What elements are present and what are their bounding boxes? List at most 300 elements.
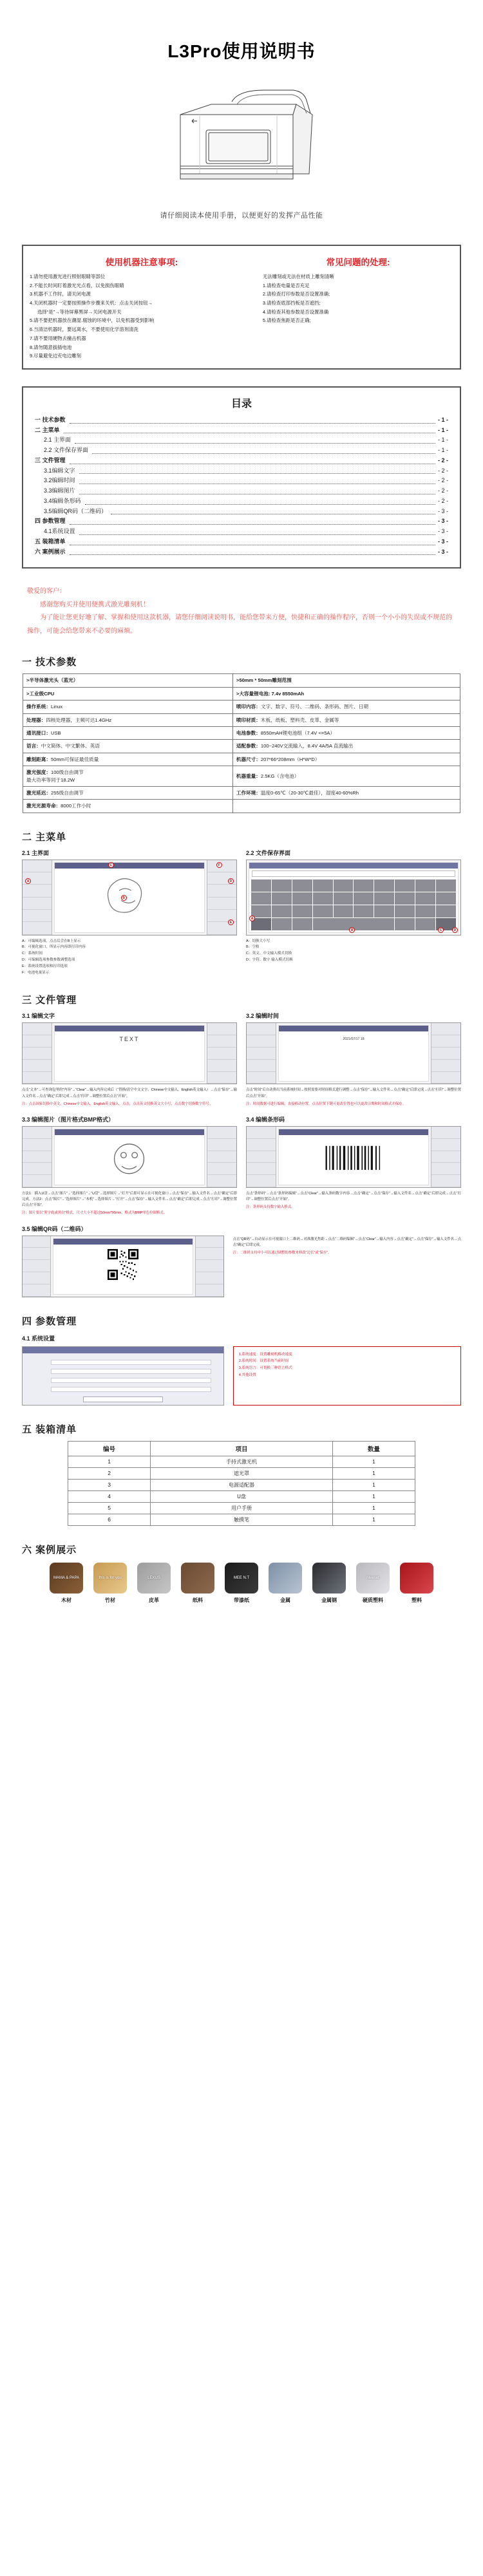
table-row: [23, 740, 460, 753]
rail-button[interactable]: [23, 1035, 52, 1048]
spec-value-label: 工作环境：: [236, 789, 261, 796]
spec-key-cell: [23, 674, 233, 687]
status-bar: [279, 1026, 428, 1031]
spec-key-label: 语言：: [26, 743, 41, 749]
table-row: [23, 713, 460, 726]
case-item: [310, 1563, 348, 1604]
toc-entry-label: 3.4编辑条形码: [44, 497, 81, 504]
save-interface-legend: [246, 939, 461, 964]
page-title: L3Pro使用说明书: [167, 41, 316, 61]
rail-button[interactable]: [207, 1175, 236, 1187]
sub-heading-4-1: 4.1 系统设置: [22, 1335, 55, 1342]
toc-entry[interactable]: [35, 476, 448, 486]
toc-entry-label: 六 案例展示: [35, 548, 66, 555]
spec-value-cell: [232, 726, 460, 739]
toc-entry[interactable]: [35, 537, 448, 547]
spec-value-cell: [232, 753, 460, 766]
rail-button[interactable]: [196, 1272, 223, 1284]
toc-leader: [79, 473, 435, 474]
callout-f: F: [216, 862, 222, 868]
rail-button[interactable]: [207, 885, 236, 897]
toc-entry-page: - 3 -: [437, 528, 448, 535]
spec-value-cell: [232, 713, 460, 726]
rail-button[interactable]: [23, 1248, 50, 1260]
notice-boxes: [22, 245, 461, 370]
legend-item: B：可视化窗口，所显示内容即打印内容: [22, 945, 86, 950]
list-item: 选择“是”→等待屏幕黑屏→关闭电源开关: [37, 308, 122, 315]
spec-value-text: >50mm * 50mm雕刻范围: [236, 677, 292, 684]
table-row: [23, 700, 460, 713]
spec-value-label: 喷印内容：: [236, 704, 261, 710]
rail-button[interactable]: [23, 910, 52, 922]
packing-list-table: [68, 1441, 415, 1526]
toc-entry[interactable]: [35, 486, 448, 496]
table-row: [23, 674, 460, 687]
spec-key-value: 8000工作小时: [61, 803, 91, 809]
greeting-line-1: 感谢您购买并使用便携式激光雕刻机！: [40, 601, 149, 608]
rail-button[interactable]: [247, 1048, 276, 1060]
case-label: 带漆纸: [234, 1597, 249, 1603]
status-bar: [55, 863, 204, 869]
spec-key-text: >半导体激光头（蓝光）: [26, 677, 79, 684]
spec-key-cell: [23, 726, 233, 739]
spec-key-value: 255级自由调节: [50, 789, 84, 796]
case-sample-image: [50, 1563, 83, 1594]
rail-button[interactable]: [207, 1163, 236, 1175]
case-sample-image: [312, 1563, 346, 1594]
sub-heading-3-3: 3.3 编辑图片（图片格式BMP格式）: [22, 1116, 115, 1123]
toc-entry-page: - 3 -: [437, 538, 448, 545]
toc-entry[interactable]: [35, 446, 448, 456]
toc-entry[interactable]: [35, 496, 448, 507]
case-item: [397, 1563, 436, 1604]
toc-entry-label: 3.2编辑时间: [44, 477, 75, 484]
legend-item: E：系统设置选项和打印选项: [22, 964, 68, 968]
system-settings-screenshot[interactable]: [22, 1346, 224, 1406]
case-label: 纸料: [193, 1597, 203, 1603]
toc-entry-label: 3.1编辑文字: [44, 467, 75, 474]
rail-button[interactable]: [23, 1072, 52, 1084]
callout-d: D: [452, 927, 458, 933]
case-label: 塑料: [412, 1597, 422, 1603]
case-item: [354, 1563, 392, 1604]
preview-canvas[interactable]: [54, 862, 204, 933]
files-row-2: [22, 1115, 461, 1217]
settings-note-item: 1.系统速度：设置雕刻机移动速度: [238, 1352, 292, 1357]
callout-e: E: [228, 919, 234, 925]
faq-notice-box: [263, 255, 453, 361]
rail-button[interactable]: [207, 1060, 236, 1072]
section-heading-params: 四 参数管理: [22, 1315, 77, 1327]
case-label: 金属钢: [321, 1597, 337, 1603]
packing-no: 1: [68, 1456, 151, 1467]
spec-value-value: 207*66*208mm（H*W*D）: [260, 756, 320, 762]
toc-entry-label: 四 参数管理: [35, 518, 66, 525]
rail-button[interactable]: [23, 885, 52, 897]
section-heading-menu: 二 主菜单: [22, 831, 67, 843]
toc-leader: [70, 524, 435, 525]
preview-canvas[interactable]: [278, 1129, 428, 1185]
rail-button[interactable]: [23, 1163, 52, 1175]
table-row: [68, 1490, 415, 1502]
section-heading-packing: 五 装箱清单: [22, 1424, 77, 1435]
rail-button[interactable]: [23, 860, 52, 872]
rail-button[interactable]: [23, 1260, 50, 1272]
spec-value-label: 机器尺寸：: [236, 756, 261, 762]
section-heading-tech: 一 技术参数: [22, 657, 77, 668]
legend-item: F：电池电量显示: [22, 970, 50, 975]
edit-text-note: 注：点击国家切换中英文，Chinese中文输入，English英文输入。点击，点击英文切换英文大小写，点击数字切换数字符号。: [22, 1102, 213, 1106]
spec-key-label: 激光延迟：: [26, 789, 51, 796]
rail-button[interactable]: [207, 1035, 236, 1048]
keyboard-panel[interactable]: [249, 862, 459, 933]
edit-image-screenshot: [22, 1126, 237, 1188]
spec-value-cell: [232, 687, 460, 700]
rail-button[interactable]: [431, 1163, 460, 1175]
toc-entry-label: 3.5编辑QR码（二维码）: [44, 507, 108, 514]
case-sample-image: [225, 1563, 258, 1594]
status-bar: [53, 1239, 193, 1245]
list-item: 3.请检查底部挡板是否遮挡;: [262, 300, 321, 306]
spec-key-value: 中文简体、中文繁体、英语: [41, 743, 100, 749]
spec-key-value: USB: [50, 729, 61, 736]
case-item: [47, 1563, 86, 1604]
toc-entry-page: - 1 -: [437, 426, 448, 433]
rail-button[interactable]: [23, 922, 52, 934]
edit-text-screenshot: [22, 1022, 237, 1084]
list-item: 5.请检查焦距是否正确;: [262, 317, 311, 324]
spec-value-value: 2.5KG（含电池）: [260, 773, 299, 779]
settings-titlebar: [23, 1347, 223, 1353]
packing-item: 电源适配器: [151, 1479, 333, 1490]
rail-button[interactable]: [23, 1127, 52, 1139]
table-row: [68, 1467, 415, 1479]
toc-entry-page: - 3 -: [437, 548, 448, 555]
edit-barcode-block: [246, 1115, 461, 1217]
toc-entry[interactable]: [35, 415, 448, 426]
rail-button[interactable]: [23, 1272, 50, 1284]
preview-canvas[interactable]: [54, 1129, 204, 1185]
rail-button[interactable]: [431, 1151, 460, 1163]
sub-heading-3-1: 3.1 编辑文字: [22, 1013, 55, 1020]
rail-button[interactable]: [207, 1072, 236, 1084]
usage-notice-box: [30, 255, 254, 361]
list-item: 6.当清洁机器时，要远离水，不要使用化学溶剂清洗: [30, 326, 138, 333]
edit-barcode-screenshot: [246, 1126, 461, 1188]
spec-value-text: >大容量锂电池: 7.4v 8550mAh: [236, 690, 305, 697]
spec-key-cell: [23, 700, 233, 713]
dialog-titlebar: [249, 863, 458, 869]
packing-no: 3: [68, 1479, 151, 1490]
spec-value-cell: [232, 674, 460, 687]
rail-button[interactable]: [247, 1060, 276, 1072]
toc-entry-page: - 1 -: [437, 447, 448, 454]
toc-list: [35, 415, 448, 558]
text-preview: TEXT: [119, 1036, 140, 1043]
spec-key-cell: [23, 687, 233, 700]
preview-canvas[interactable]: [54, 1025, 204, 1082]
toc-entry-page: - 3 -: [437, 518, 448, 525]
case-sample-image: [269, 1563, 302, 1594]
legend-item: C：英文、中文输入模式切换: [246, 952, 292, 956]
save-interface-screenshot: [246, 860, 461, 935]
toc-entry-page: - 2 -: [437, 456, 448, 464]
case-label: 竹材: [105, 1597, 115, 1603]
faq-lead: 无法雕刻或无法在材质上雕刻清晰: [262, 274, 334, 279]
edit-text-instructions: 点击“文本”→可查询包里的“内容”→“Clear”→输入内容完成后（“替换/清空中文文字、Chinese中文输入、English英文输入）→点击“保存”→输入文件名→点击“确定”后即完成→点击“打印”→调整位置后点击“开始”。: [22, 1088, 237, 1098]
right-rail: [207, 1127, 236, 1187]
case-engraved-mark: Meeset: [366, 1575, 379, 1580]
datetime-preview: 2021/07/17 18: [343, 1037, 365, 1042]
list-item: 1.请检查电量是否充足: [262, 282, 310, 288]
toc-entry-page: - 1 -: [437, 416, 448, 423]
spec-key-cell: [23, 800, 233, 813]
rail-button[interactable]: [431, 1139, 460, 1151]
edit-qr-screenshot: [22, 1236, 224, 1297]
toc-entry[interactable]: [35, 507, 448, 517]
list-item: 7.请不要用硬物去撞击机器: [30, 335, 86, 341]
toc-entry[interactable]: [35, 516, 448, 527]
rail-button[interactable]: [431, 1035, 460, 1048]
rail-button[interactable]: [247, 1175, 276, 1187]
edit-qr-text-col: [233, 1225, 461, 1297]
preview-canvas[interactable]: [278, 1025, 428, 1082]
main-interface-col: [22, 849, 237, 977]
toc-entry[interactable]: [35, 527, 448, 537]
rail-button[interactable]: [431, 1127, 460, 1139]
spec-value-value: 8550mAH锂电池组（7.4V <=5A）: [260, 729, 336, 736]
rail-button[interactable]: [247, 1139, 276, 1151]
table-row: [68, 1514, 415, 1525]
case-sample-image: [400, 1563, 433, 1594]
laser-engraver-illustration: [161, 77, 322, 193]
sub-heading-2-2: 2.2 文件保存界面: [246, 849, 291, 856]
list-item: 9.尽量避免边充电边雕刻: [30, 353, 82, 359]
rail-button[interactable]: [196, 1236, 223, 1248]
edit-text-block: [22, 1011, 237, 1107]
case-sample-image: [356, 1563, 390, 1594]
rail-button[interactable]: [431, 1072, 460, 1084]
case-item: [266, 1563, 305, 1604]
on-screen-keyboard[interactable]: [251, 879, 456, 930]
edit-qr-instructions: 点击“QR码”→自动显示在可视窗口上二维码→对准激光焦距→点击“二维码编辑”→点击“Clear”→输入内容→点击“确定”→点击“保存”→输入文件名→点击“确定”后即完成。: [232, 1237, 461, 1247]
packing-qty: 1: [332, 1479, 415, 1490]
toc-entry-page: - 2 -: [437, 487, 448, 494]
rail-button[interactable]: [23, 1060, 52, 1072]
toc-entry[interactable]: [35, 466, 448, 476]
edit-qr-block: [22, 1225, 224, 1297]
spec-key-label: 处理器：: [26, 717, 46, 723]
toc-entry[interactable]: [35, 456, 448, 466]
case-label: 皮革: [149, 1597, 159, 1603]
rail-button[interactable]: [23, 1139, 52, 1151]
spec-value-cell: [232, 740, 460, 753]
spec-key-cell: [23, 740, 233, 753]
toc-leader: [70, 554, 435, 555]
usage-notice-list: [30, 272, 254, 361]
packing-no: 2: [68, 1467, 151, 1479]
usage-notice-title: 使用机器注意事项:: [105, 258, 178, 267]
setting-field[interactable]: [51, 1387, 211, 1392]
toc-entry-label: 二 主菜单: [35, 426, 60, 433]
table-row: [23, 687, 460, 700]
sub-heading-3-4: 3.4 编辑条形码: [246, 1116, 285, 1123]
packing-item: U盘: [151, 1490, 333, 1502]
edit-time-note: 注：时间数据可进行编辑，直接移动位置，点击位置下键可更改位置也可以更改日期和时间格式并保存。: [246, 1102, 406, 1106]
callout-a: A: [25, 878, 31, 884]
spec-key-value: Linux: [50, 704, 63, 710]
packing-no: 5: [68, 1502, 151, 1514]
legend-item: A：可编辑选项，点击后会在B上显示: [22, 939, 81, 943]
packing-item: 触摸笔: [151, 1514, 333, 1525]
toc-entry-label: 一 技术参数: [35, 416, 66, 423]
toc-entry-label: 2.2 文件保存界面: [44, 447, 89, 454]
rail-button[interactable]: [23, 1048, 52, 1060]
setting-field[interactable]: [51, 1378, 211, 1383]
table-row: [23, 786, 460, 799]
toc-leader: [70, 423, 435, 424]
setting-field[interactable]: [51, 1360, 211, 1365]
rail-button[interactable]: [207, 1023, 236, 1035]
table-row: [23, 726, 460, 739]
faq-notice-title: 常见问题的处理:: [326, 258, 390, 267]
rail-button[interactable]: [207, 898, 236, 910]
left-rail: [247, 1023, 276, 1084]
list-item: 4.请检查其他参数是否设置准确: [262, 308, 329, 315]
packing-qty: 1: [332, 1514, 415, 1525]
spec-value-value: 100~240V交流输入，8.4V 4A/5A 直流输出: [260, 743, 354, 749]
packing-no: 6: [68, 1514, 151, 1525]
setting-field[interactable]: [51, 1369, 211, 1374]
list-item: 8.请勿随意拔插电池: [30, 344, 72, 350]
rail-button[interactable]: [247, 1127, 276, 1139]
edit-time-screenshot: [246, 1022, 461, 1084]
rail-button[interactable]: [247, 1072, 276, 1084]
barcode-preview: [279, 1129, 428, 1185]
spec-value-label: 适配参数：: [236, 743, 261, 749]
case-sample-image: [93, 1563, 127, 1594]
col-header-no: 编号: [68, 1441, 151, 1456]
legend-item: A：切换大小写: [246, 939, 270, 943]
case-label: 金属: [280, 1597, 290, 1603]
edit-qr-note: 注：二维码支持中小可以通过调整的参数来修改“边长”或“保存”。: [232, 1251, 332, 1255]
case-engraved-mark: MAMA & PAPA: [53, 1575, 80, 1580]
rail-button[interactable]: [196, 1248, 223, 1260]
rail-button[interactable]: [23, 1151, 52, 1163]
edit-barcode-instructions: 点击“条形码”→点击“条形码编辑”→点击“Clear”→输入条码数字内容→点击“确定”→点击“保存”→输入文件名→点击“确定”后即完成→点击“打印”→调整位置后点击“开始”。: [246, 1191, 461, 1202]
edit-barcode-note: 注：条形码支持数字输入格式。: [246, 1205, 295, 1210]
toc-leader: [85, 504, 435, 505]
toc-title: 目录: [231, 398, 252, 409]
spec-value-label: 电池参数：: [236, 729, 261, 736]
rail-button[interactable]: [247, 1163, 276, 1175]
col-header-qty: 数量: [332, 1441, 415, 1456]
spec-value-value: 温度0-65℃（20-30℃最佳），湿度40-60%Rh: [260, 789, 359, 796]
toc-entry-label: 3.3编辑图片: [44, 487, 75, 494]
rail-button[interactable]: [196, 1260, 223, 1272]
preview-canvas[interactable]: [53, 1238, 193, 1295]
rail-button[interactable]: [431, 1048, 460, 1060]
rail-button[interactable]: [23, 1175, 52, 1187]
case-engraved-mark: this is for you: [99, 1575, 122, 1580]
menu-columns: [22, 849, 461, 977]
left-rail: [23, 1023, 52, 1084]
table-row: [23, 800, 460, 813]
case-item: [222, 1563, 261, 1604]
left-rail: [23, 860, 52, 935]
spec-key-label: 通讯接口：: [26, 729, 51, 736]
case-sample-image: [137, 1563, 171, 1594]
faq-notice-list: [263, 272, 453, 325]
rail-button[interactable]: [23, 1284, 50, 1297]
rail-button[interactable]: [23, 898, 52, 910]
rail-button[interactable]: [431, 1060, 460, 1072]
rail-button[interactable]: [207, 1151, 236, 1163]
spec-key-label: 激光强度：: [26, 769, 51, 776]
packing-qty: 1: [332, 1456, 415, 1467]
settings-ok-button[interactable]: [83, 1396, 164, 1402]
toc-entry[interactable]: [35, 426, 448, 436]
table-row: [23, 766, 460, 787]
rail-button[interactable]: [196, 1284, 223, 1297]
packing-qty: 1: [332, 1502, 415, 1514]
spec-key-cell: [23, 753, 233, 766]
rail-button[interactable]: [23, 1023, 52, 1035]
toc-entry[interactable]: [35, 435, 448, 446]
callout-c: C: [108, 862, 114, 868]
rail-button[interactable]: [247, 1023, 276, 1035]
right-rail: [431, 1127, 460, 1187]
sub-heading-2-1: 2.1 主界面: [22, 849, 50, 856]
section-heading-cases: 六 案例展示: [22, 1544, 77, 1556]
rail-button[interactable]: [207, 1127, 236, 1139]
rail-button[interactable]: [23, 1236, 50, 1248]
packing-item: 手持式激光机: [151, 1456, 333, 1467]
rail-button[interactable]: [247, 1151, 276, 1163]
settings-note-item: 2.系统时间：设置系统当前时间: [238, 1359, 289, 1364]
spec-key-cell: [23, 713, 233, 726]
rail-button[interactable]: [431, 1023, 460, 1035]
left-rail: [247, 1127, 276, 1187]
greeting-line-2: 为了能让您更好地了解、掌握和使用这款机器，请您仔细阅读说明书，能给您带来方便，快捷和正确的操作程序，否则一个小小的失误或不规范的操作，可能会给您带来不必要的麻烦。: [27, 614, 452, 635]
rail-button[interactable]: [207, 1139, 236, 1151]
cover-subtitle: 请仔细阅读本使用手册，以便更好的发挥产品性能: [160, 212, 323, 220]
spec-key-cell: [23, 766, 233, 787]
settings-row: [22, 1346, 461, 1406]
spec-value-value: 文字、数字、符号、二维码、条形码、图片、日期: [260, 704, 368, 710]
rail-button[interactable]: [431, 1175, 460, 1187]
spec-key-text: >工业级CPU: [26, 690, 55, 697]
list-item: 5.请不要把机器放在潮湿.腐蚀的环境中，以免机器受到影响: [30, 317, 154, 324]
list-item: 2.不能长时间盯着激光光点看，以免损伤眼睛: [30, 282, 124, 288]
edit-time-block: [246, 1011, 461, 1107]
toc-entry[interactable]: [35, 547, 448, 558]
spec-value-label: 机器重量：: [236, 773, 261, 779]
filename-input[interactable]: [252, 870, 455, 877]
rail-button[interactable]: [247, 1035, 276, 1048]
right-rail: [431, 1023, 460, 1084]
status-bar: [55, 1129, 204, 1135]
case-item: [178, 1563, 217, 1604]
left-rail: [23, 1127, 52, 1187]
toc-entry-page: - 2 -: [437, 497, 448, 504]
sub-heading-3-5: 3.5 编辑QR码（二维码）: [22, 1225, 87, 1232]
case-label: 木材: [61, 1597, 71, 1603]
spec-key-value: 50mm可保证最佳质量: [50, 756, 99, 762]
edit-image-instructions: 方法1：插入U盘→点击“图片”→“选择图片”→“U盘”→选择图片→“打开”后即可显示在可视化窗口→点击“保存”→输入文件名→点击“确定”后即完成。方法2：点击“图片”→“选择图片”→“本机”→选择图片→“打开”→点击“保存”→输入文件名→点击“确定”后即完成→点击“打印”→调整位置后点击“开始”。: [22, 1191, 237, 1208]
spec-value-cell: [232, 786, 460, 799]
rail-button[interactable]: [207, 1048, 236, 1060]
